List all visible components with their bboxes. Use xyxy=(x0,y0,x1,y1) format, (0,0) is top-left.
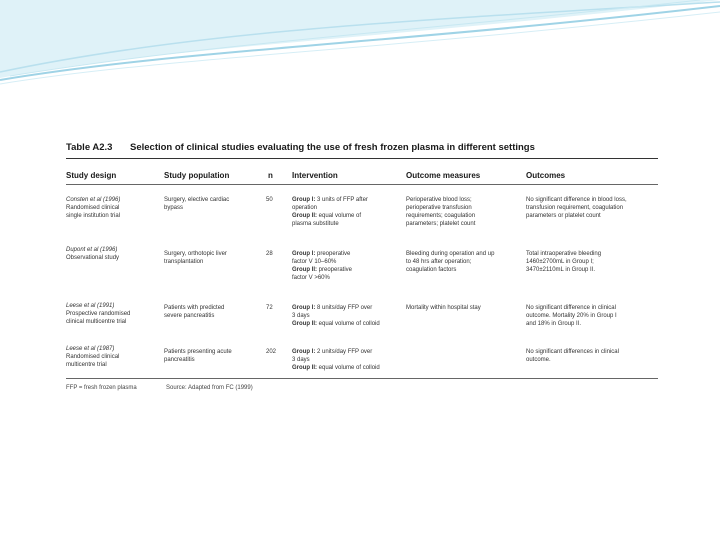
row-1-group1-label: Group I: xyxy=(292,197,316,203)
row-2-measures: Bleeding during operation and up to 48 hrs after operation; coagulation factors xyxy=(406,251,495,273)
row-2-intervention xyxy=(292,250,404,282)
row-4-intervention xyxy=(292,348,404,372)
row-3-n: 72 xyxy=(266,305,273,311)
row-3-measures: Mortality within hospital stay xyxy=(406,305,481,311)
row-4-citation: Leese et al (1987) xyxy=(66,346,115,352)
footnote-abbreviation: FFP = fresh frozen plasma xyxy=(66,385,137,391)
row-1-design xyxy=(66,188,162,220)
table-number: Table A2.3 xyxy=(66,142,113,153)
header-rule xyxy=(66,184,658,185)
row-4-n: 202 xyxy=(266,349,277,355)
row-4-group2-text: equal volume of colloid xyxy=(317,365,380,371)
row-3-intervention xyxy=(292,304,404,328)
row-1-outcomes: No significant difference in blood loss, transfusion requirement, coagulation parameters or platelet count xyxy=(526,197,627,219)
row-4-population: Patients presenting acute pancreatitis xyxy=(164,349,232,363)
row-3-group2-label: Group II: xyxy=(292,321,317,327)
row-3-citation: Leese et al (1991) xyxy=(66,303,115,309)
row-3-group1-label: Group I: xyxy=(292,305,316,311)
header-study-design: Study design xyxy=(66,171,117,180)
row-1-design-text: Randomised clinical single institution trial xyxy=(66,205,121,219)
row-1-population: Surgery, elective cardiac bypass xyxy=(164,197,230,211)
row-1-measures: Perioperative blood loss; perioperative transfusion requirements; coagulation parameters; platelet count xyxy=(406,197,476,227)
row-3-population: Patients with predicted severe pancreatitis xyxy=(164,305,225,319)
header-n: n xyxy=(268,171,273,180)
header-outcomes: Outcomes xyxy=(526,171,566,180)
row-2-group1-text: preoperative factor V 10–60% xyxy=(292,251,351,265)
row-2-group2-text: preoperative factor V >60% xyxy=(292,267,353,281)
row-3-group1-text: 8 units/day FFP over 3 days xyxy=(292,305,373,319)
row-2-citation: Dupont et al (1996) xyxy=(66,247,118,253)
row-2-n: 28 xyxy=(266,251,273,257)
table-title xyxy=(66,142,658,153)
row-2-group2-label: Group II: xyxy=(292,267,317,273)
top-rule xyxy=(66,158,658,159)
document-table-image xyxy=(60,138,660,400)
row-4-group1-text: 2 units/day FFP over 3 days xyxy=(292,349,373,363)
header-study-population: Study population xyxy=(164,171,230,180)
bottom-rule xyxy=(66,378,658,379)
row-4-outcomes: No significant differences in clinical outcome. xyxy=(526,349,619,363)
row-2-design xyxy=(66,238,162,262)
row-2-group1-label: Group I: xyxy=(292,251,316,257)
row-1-group2-text: equal volume of plasma substitute xyxy=(292,213,362,227)
footnote-source: Source: Adapted from FC (1999) xyxy=(166,385,253,391)
row-1-group1-text: 3 units of FFP after operation xyxy=(292,197,368,211)
row-4-design xyxy=(66,337,162,369)
header-intervention: Intervention xyxy=(292,171,338,180)
row-1-group2-label: Group II: xyxy=(292,213,317,219)
row-1-intervention xyxy=(292,196,404,228)
row-2-population: Surgery, orthotopic liver transplantation xyxy=(164,251,227,265)
row-4-group1-label: Group I: xyxy=(292,349,316,355)
table-title-text: Selection of clinical studies evaluating the use of fresh frozen plasma in different settings xyxy=(130,142,535,153)
row-4-group2-label: Group II: xyxy=(292,365,317,371)
row-2-outcomes: Total intraoperative bleeding 1460±2700mL in Group I; 3470±2110mL in Group II. xyxy=(526,251,602,273)
row-1-n: 50 xyxy=(266,197,273,203)
row-3-design xyxy=(66,294,162,326)
header-outcome-measures: Outcome measures xyxy=(406,171,481,180)
row-3-design-text: Prospective randomised clinical multicentre trial xyxy=(66,311,131,325)
row-4-design-text: Randomised clinical multicentre trial xyxy=(66,354,120,368)
row-1-citation: Consten et al (1996) xyxy=(66,197,121,203)
row-3-group2-text: equal volume of colloid xyxy=(317,321,380,327)
row-3-outcomes: No significant difference in clinical outcome. Mortality 20% in Group I and 18% in Group II. xyxy=(526,305,617,327)
row-2-design-text: Observational study xyxy=(66,255,120,261)
decorative-swoosh-header xyxy=(0,0,720,90)
